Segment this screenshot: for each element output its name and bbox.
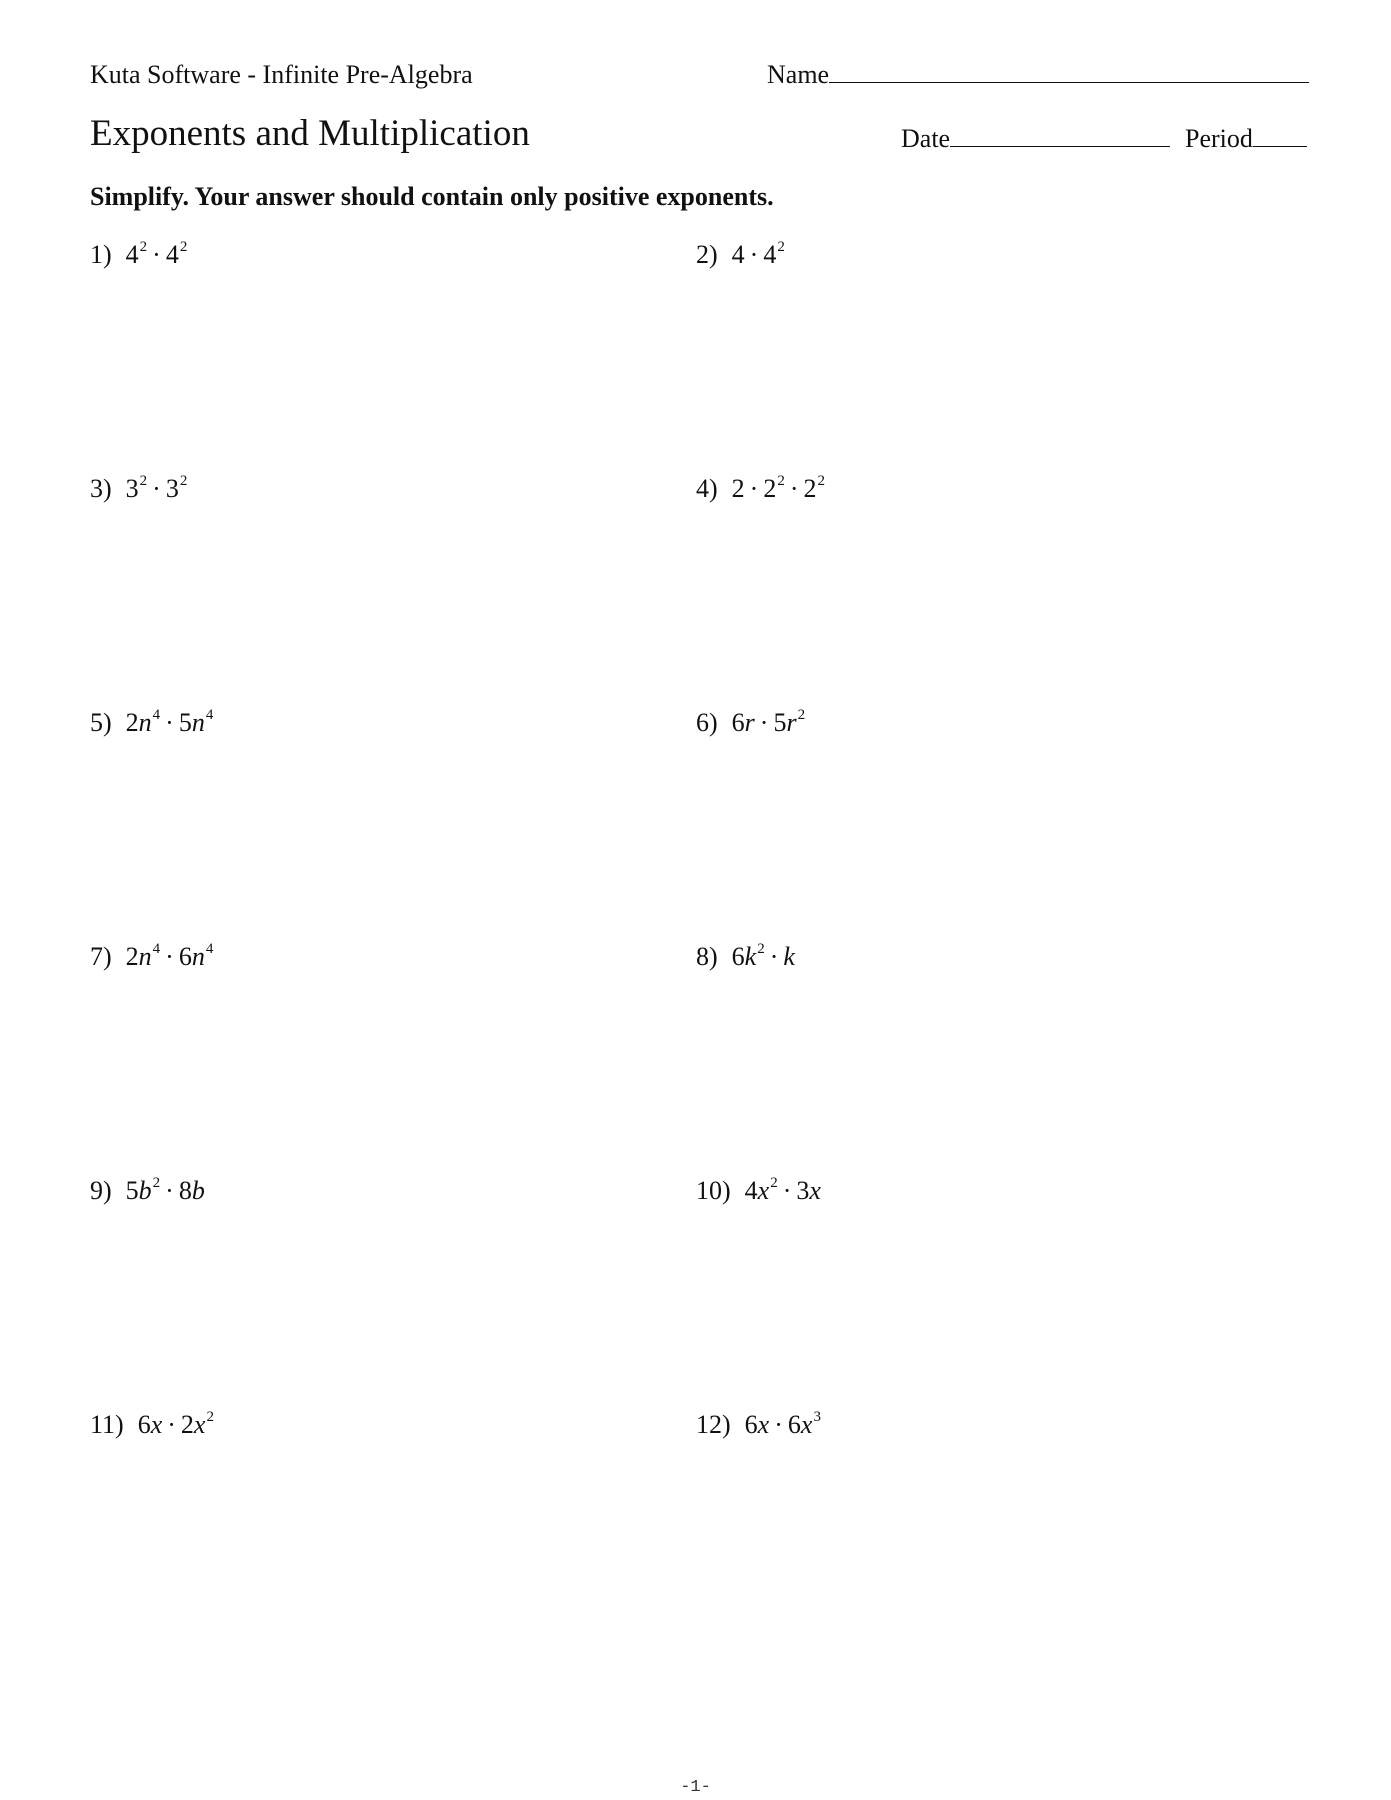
problem-expression — [126, 1176, 205, 1205]
problem-12 — [696, 1410, 821, 1440]
problem-number: 7) — [90, 942, 112, 971]
problem-number: 1) — [90, 240, 112, 269]
multiply-dot: · — [165, 942, 174, 971]
problem-4 — [696, 474, 825, 504]
worksheet-source: Kuta Software - Infinite Pre-Algebra — [90, 60, 473, 89]
problem-11 — [90, 1410, 214, 1440]
problem-10 — [696, 1176, 821, 1206]
term: $5n^4$ — [178, 707, 214, 737]
multiply-dot: · — [789, 474, 799, 503]
term: 6x — [744, 1410, 770, 1439]
term: 6r — [731, 708, 755, 737]
problem-number: 2) — [696, 240, 718, 269]
term: 3x — [796, 1176, 821, 1205]
multiply-dot: · — [152, 474, 161, 503]
term: $4x^2$ — [744, 1175, 778, 1205]
date-field[interactable] — [901, 124, 1170, 154]
multiply-dot: · — [769, 942, 779, 971]
problem-expression — [745, 1410, 821, 1439]
name-field[interactable] — [767, 60, 1309, 90]
term: $2^2$ — [803, 473, 826, 503]
problem-expression — [732, 240, 785, 269]
problem-expression — [126, 942, 214, 971]
problem-3 — [90, 474, 187, 504]
multiply-dot: · — [759, 708, 769, 737]
term: k — [783, 942, 795, 971]
page-number: -1- — [680, 1778, 711, 1797]
problem-9 — [90, 1176, 205, 1206]
term: $6k^2$ — [731, 941, 765, 971]
term: $3^2$ — [165, 473, 188, 503]
date-blank-line[interactable] — [950, 124, 1170, 147]
multiply-dot: · — [152, 240, 161, 269]
term: $2n^4$ — [125, 707, 161, 737]
problem-expression — [732, 942, 795, 971]
period-field[interactable] — [1185, 124, 1307, 154]
period-blank-line[interactable] — [1253, 124, 1307, 147]
term: $2n^4$ — [125, 941, 161, 971]
multiply-dot: · — [774, 1410, 783, 1439]
term: $6n^4$ — [178, 941, 214, 971]
problem-number: 3) — [90, 474, 112, 503]
problem-number: 10) — [696, 1176, 731, 1205]
multiply-dot: · — [749, 240, 759, 269]
problem-number: 9) — [90, 1176, 112, 1205]
term: $3^2$ — [125, 473, 148, 503]
term: $4^2$ — [165, 239, 188, 269]
problem-expression — [732, 474, 825, 503]
problem-1 — [90, 240, 187, 270]
term: $2^2$ — [763, 473, 785, 503]
term: $5r^2$ — [773, 707, 806, 737]
term: 8b — [178, 1176, 205, 1205]
term: $2x^2$ — [180, 1409, 214, 1439]
problem-number: 6) — [696, 708, 718, 737]
multiply-dot: · — [165, 708, 174, 737]
problem-expression — [126, 240, 188, 269]
multiply-dot: · — [749, 474, 759, 503]
term: 2 — [731, 474, 745, 503]
date-label: Date — [901, 124, 951, 153]
problem-7 — [90, 942, 213, 972]
problem-expression — [732, 708, 805, 737]
instructions: Simplify. Your answer should contain only positive exponents. — [90, 182, 774, 211]
problem-expression — [126, 708, 214, 737]
problem-2 — [696, 240, 785, 270]
multiply-dot: · — [165, 1176, 174, 1205]
problem-6 — [696, 708, 805, 738]
problem-expression — [745, 1176, 821, 1205]
problem-number: 4) — [696, 474, 718, 503]
term: 6x — [137, 1410, 163, 1439]
problem-8 — [696, 942, 795, 972]
term: $6x^3$ — [787, 1409, 821, 1439]
problem-expression — [126, 474, 188, 503]
multiply-dot: · — [782, 1176, 792, 1205]
problem-number: 12) — [696, 1410, 731, 1439]
multiply-dot: · — [167, 1410, 176, 1439]
term: 4 — [731, 240, 745, 269]
problem-number: 8) — [696, 942, 718, 971]
problem-number: 11) — [90, 1410, 124, 1439]
problem-number: 5) — [90, 708, 112, 737]
term: $4^2$ — [763, 239, 785, 269]
worksheet-title: Exponents and Multiplication — [90, 113, 530, 154]
problem-expression — [138, 1410, 214, 1439]
name-blank-line[interactable] — [829, 60, 1309, 83]
term: $5b^2$ — [125, 1175, 161, 1205]
term: $4^2$ — [125, 239, 148, 269]
name-label: Name — [767, 60, 830, 89]
period-label: Period — [1185, 124, 1253, 153]
problem-5 — [90, 708, 213, 738]
